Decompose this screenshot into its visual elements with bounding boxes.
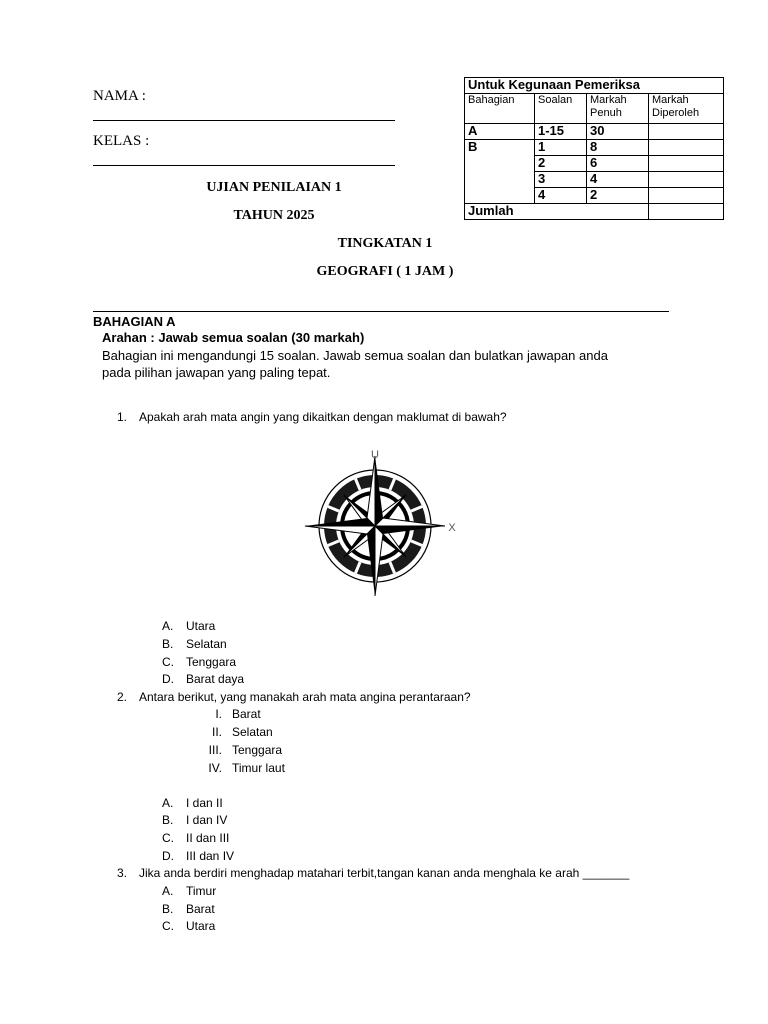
exam-title: UJIAN PENILAIAN 1 [206,180,342,195]
section-a-description-line-2: pada pilihan jawapan yang paling tepat. [102,365,331,380]
cell-markah-diperoleh[interactable] [649,140,724,156]
cell-markah-penuh: 4 [587,172,649,188]
compass-rose-figure [300,446,470,596]
question-text: Antara berikut, yang manakah arah mata angina perantaraan? [139,690,471,704]
cell-soalan: 2 [535,156,587,172]
exam-year: TAHUN 2025 [233,208,315,223]
class-line[interactable] [93,165,395,166]
statement-ii: II. Selatan [211,725,273,739]
header-markah-diperoleh: Markah Diperoleh [649,94,724,124]
class-label: KELAS : [93,133,150,149]
compass-east-label: X [448,522,456,534]
header-bahagian: Bahagian [465,94,535,124]
question-text: Apakah arah mata angin yang dikaitkan dengan maklumat di bawah? [139,410,507,424]
statement-iv: IV. Timur laut [208,761,285,775]
name-label: NAMA : [93,88,146,104]
cell-markah-diperoleh[interactable] [649,156,724,172]
question-number: 2. [117,690,128,704]
header-markah-penuh: Markah Penuh [587,94,649,124]
name-line[interactable] [93,120,395,121]
cell-markah-diperoleh[interactable] [649,172,724,188]
subject-title: GEOGRAFI ( 1 JAM ) [316,264,454,279]
total-label: Jumlah [465,204,649,220]
cell-soalan: 1 [535,140,587,156]
header-soalan: Soalan [535,94,587,124]
cell-bahagian-a: A [465,124,535,140]
cell-soalan: 3 [535,172,587,188]
compass-north-label: U [371,449,379,461]
cell-markah-penuh: 6 [587,156,649,172]
cell-soalan: 1-15 [535,124,587,140]
cell-markah-penuh: 8 [587,140,649,156]
question-number: 3. [117,866,128,880]
cell-markah-penuh: 2 [587,188,649,204]
cell-bahagian-b: B [465,140,535,204]
cell-soalan: 4 [535,188,587,204]
form-level: TINGKATAN 1 [337,236,433,251]
cell-markah-penuh: 30 [587,124,649,140]
section-a-title: BAHAGIAN A [93,314,176,329]
statement-iii: III. Tenggara [208,743,283,757]
examiner-table [464,77,724,220]
question-number: 1. [117,410,128,424]
cell-total-diperoleh[interactable] [649,204,724,220]
cell-markah-diperoleh[interactable] [649,188,724,204]
examiner-table-caption: Untuk Kegunaan Pemeriksa [465,78,724,94]
cell-markah-diperoleh[interactable] [649,124,724,140]
section-a-instruction: Arahan : Jawab semua soalan (30 markah) [102,330,365,345]
section-a-description-line-1: Bahagian ini mengandungi 15 soalan. Jawab semua soalan dan bulatkan jawapan anda [102,348,608,363]
question-text: Jika anda berdiri menghadap matahari terbit,tangan kanan anda menghala ke arah _______ [139,866,630,880]
statement-i: I. Barat [215,707,261,721]
section-divider [93,311,669,312]
